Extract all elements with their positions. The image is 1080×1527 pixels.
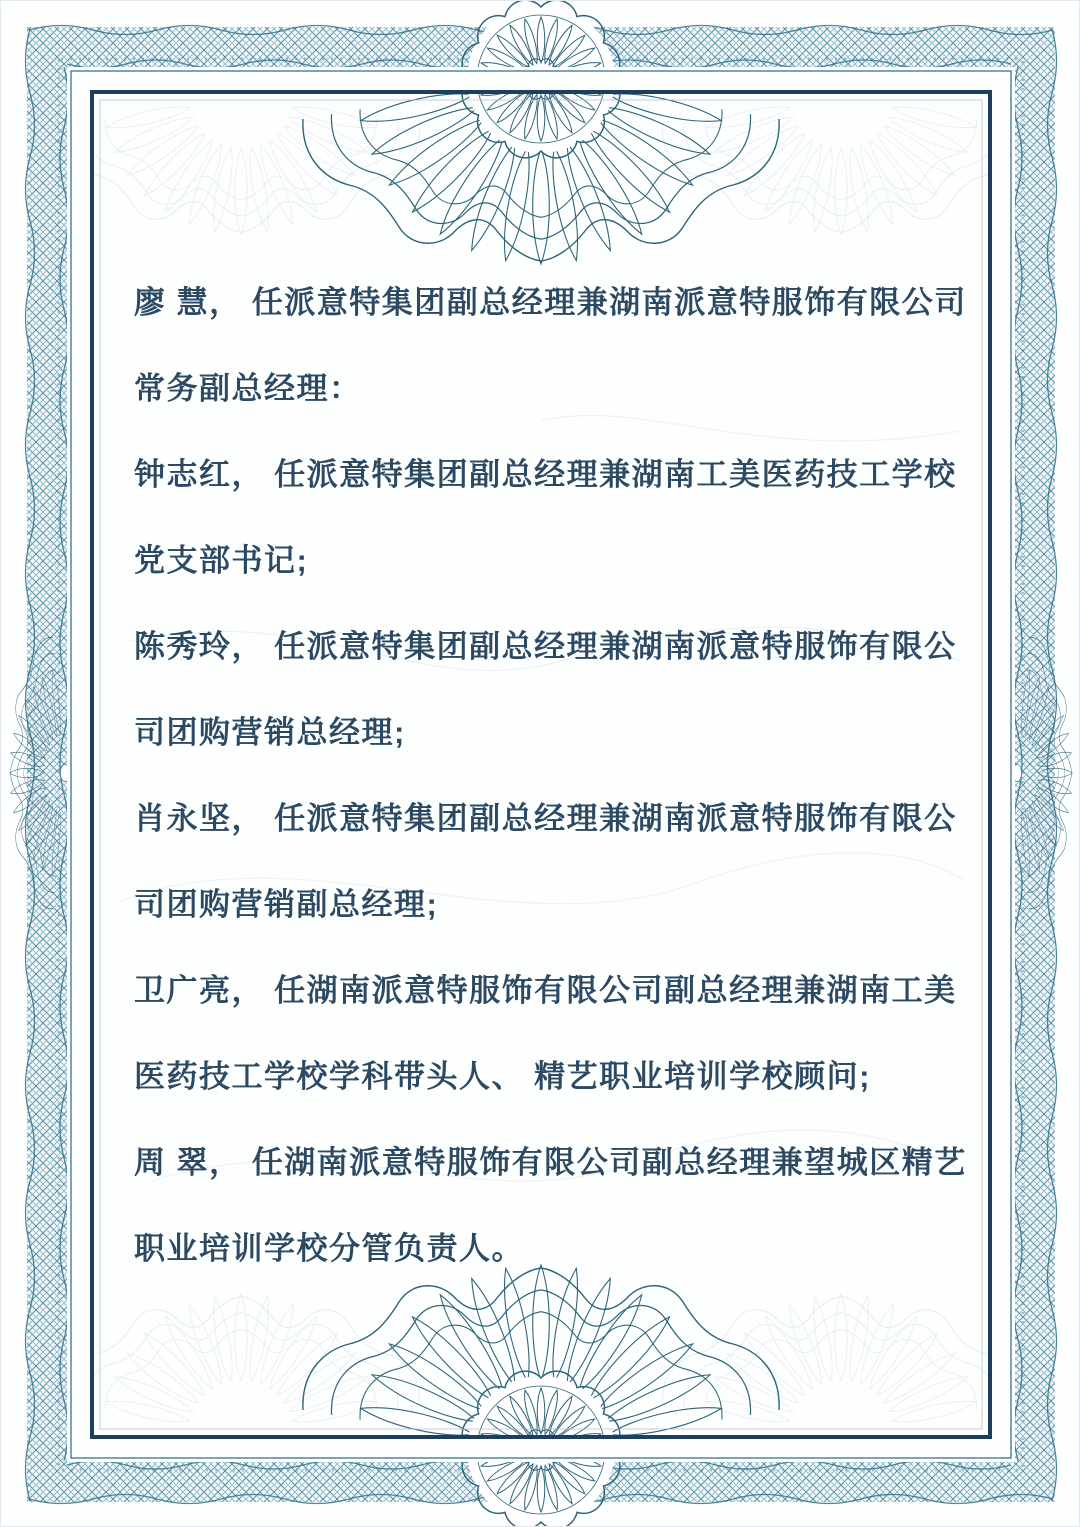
appointment-text-block [134,260,980,1292]
appointment-line: 常务副总经理： [134,371,362,406]
appointment-line: 陈秀玲， 任派意特集团副总经理兼湖南派意特服饰有限公 [134,629,957,664]
appointment-line: 党支部书记; [134,543,309,578]
appointment-line: 肖永坚， 任派意特集团副总经理兼湖南派意特服饰有限公 [134,801,957,836]
appointment-line: 周 翠， 任湖南派意特服饰有限公司副总经理兼望城区精艺 [134,1145,967,1180]
appointment-line: 钟志红， 任派意特集团副总经理兼湖南工美医药技工学校 [134,457,957,492]
appointment-line: 医药技工学校学科带头人、 精艺职业培训学校顾问; [134,1059,871,1094]
appointment-line: 司团购营销副总经理; [134,887,439,922]
appointment-line: 卫广亮， 任湖南派意特服饰有限公司副总经理兼湖南工美 [134,973,957,1008]
appointment-line: 廖 慧， 任派意特集团副总经理兼湖南派意特服饰有限公司 [134,285,967,320]
appointment-line: 司团购营销总经理; [134,715,406,750]
appointment-line: 职业培训学校分管负责人。 [134,1231,524,1266]
